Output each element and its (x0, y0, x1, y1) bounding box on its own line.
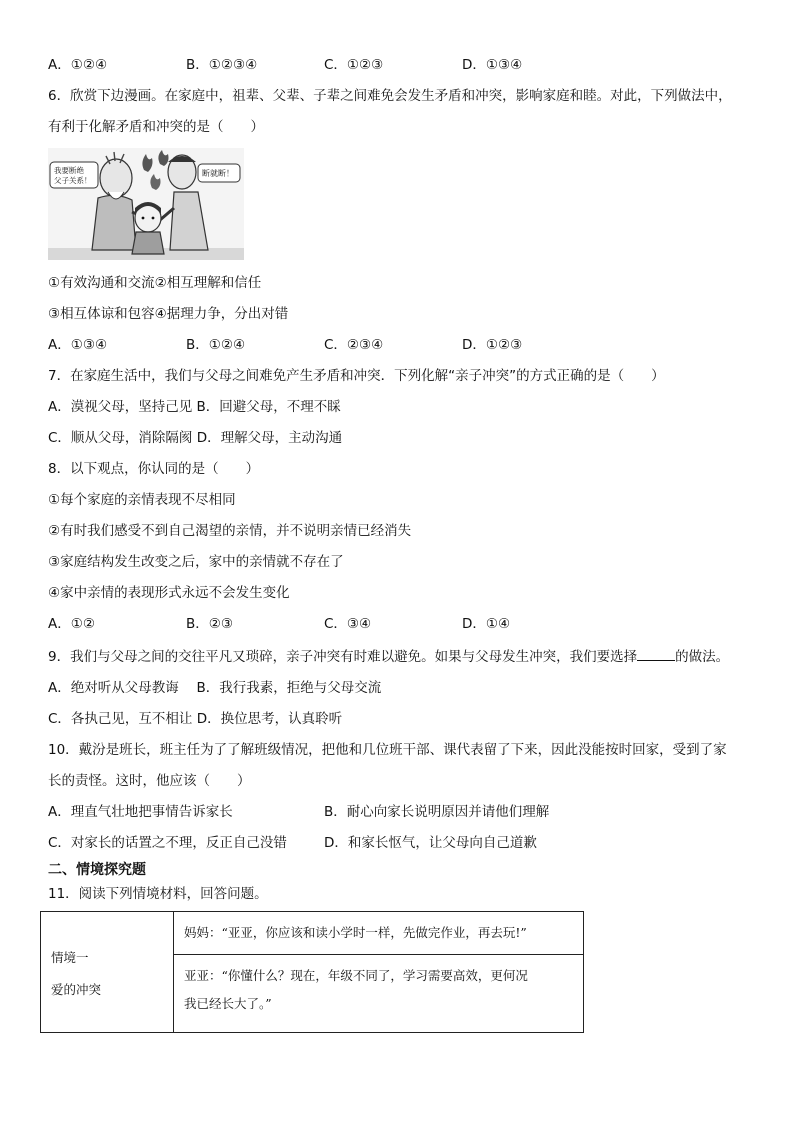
q11-stem: 11．阅读下列情境材料，回答问题。 (48, 886, 268, 902)
q10-option-c: C．对家长的话置之不理，反正自己没错 (48, 835, 287, 851)
q10-option-a: A．理直气壮地把事情告诉家长 (48, 804, 233, 820)
q10-option-b: B．耐心向家长说明原因并请他们理解 (324, 804, 550, 820)
q6-option-b: B．①②④ (186, 337, 246, 353)
q8-item-4: ④家中亲情的表现形式永远不会发生变化 (48, 585, 290, 601)
q10-stem-line1: 10．戴汾是班长，班主任为了了解班级情况，把他和几位班干部、课代表留了下来，因此没能按时回家，受到了家 (48, 742, 727, 758)
q8-option-b: B．②③ (186, 616, 233, 632)
bubble-left-line1: 我要断绝 (54, 166, 84, 175)
yaya-dialogue-line2: 我已经长大了。” (184, 996, 272, 1011)
q8-option-d: D．①④ (462, 616, 511, 632)
q6-option-c: C．②③④ (324, 337, 384, 353)
q9-options-cd: C．各执己见，互不相让 D．换位思考，认真聆听 (48, 711, 343, 727)
family-conflict-comic (48, 148, 244, 260)
mom-dialogue: 妈妈：“亚亚，你应该和读小学时一样，先做完作业，再去玩!” (184, 925, 527, 940)
situation-label-line1: 情境一 (51, 950, 89, 965)
q7-options-ab: A．漠视父母，坚持己见 B．回避父母，不理不睬 (48, 399, 341, 415)
bubble-left-line2: 父子关系！ (54, 176, 92, 185)
q5-option-c: C．①②③ (324, 57, 384, 73)
q6-option-a: A．①③④ (48, 337, 108, 353)
q5-option-d: D．①③④ (462, 57, 523, 73)
q8-item-3: ③家庭结构发生改变之后，家中的亲情就不存在了 (48, 554, 344, 570)
q7-options-cd: C．顺从父母，消除隔阂 D．理解父母，主动沟通 (48, 430, 343, 446)
q5-option-b: B．①②③④ (186, 57, 258, 73)
yaya-dialogue-cell (174, 955, 583, 1032)
q10-option-d: D．和家长怄气，让父母向自己道歉 (324, 835, 537, 851)
situation-table (40, 911, 584, 1033)
q8-stem: 8．以下观点，你认同的是（ ） (48, 461, 260, 477)
q9-stem (48, 647, 729, 667)
q6-items-line1: ①有效沟通和交流②相互理解和信任 (48, 275, 262, 291)
situation-label-line2: 爱的冲突 (51, 982, 102, 997)
mom-dialogue-cell (174, 912, 583, 955)
q8-item-1: ①每个家庭的亲情表现不尽相同 (48, 492, 236, 508)
section-heading: 二、情境探究题 (48, 862, 146, 878)
q8-option-c: C．③④ (324, 616, 372, 632)
situation-label-cell (41, 912, 174, 1032)
q9-stem-before: 9．我们与父母之间的交往平凡又琐碎，亲子冲突有时难以避免。如果与父母发生冲突，我们要选择 (48, 649, 638, 665)
q6-stem-line2: 有利于化解矛盾和冲突的是（ ） (48, 119, 264, 135)
q5-option-a: A．①②④ (48, 57, 108, 73)
q8-option-a: A．①② (48, 616, 95, 632)
q6-option-d: D．①②③ (462, 337, 523, 353)
q8-item-2: ②有时我们感受不到自己渴望的亲情，并不说明亲情已经消失 (48, 523, 412, 539)
q10-stem-line2: 长的责怪。这时，他应该（ ） (48, 773, 251, 789)
q6-stem-line1: 6．欣赏下边漫画。在家庭中，祖辈、父辈、子辈之间难免会发生矛盾和冲突，影响家庭和睦。对此，下列做法中， (48, 88, 732, 104)
q9-options-ab: A．绝对听从父母教诲 B．我行我素，拒绝与父母交流 (48, 680, 382, 696)
q9-stem-after: 的做法。 (675, 649, 730, 665)
bubble-right: 断就断！ (202, 169, 234, 178)
q7-stem: 7．在家庭生活中，我们与父母之间难免产生矛盾和冲突．下列化解“亲子冲突”的方式正确的是（ ） (48, 368, 665, 384)
answer-blank (637, 647, 675, 661)
yaya-dialogue-line1: 亚亚：“你懂什么？现在，年级不同了，学习需要高效，更何况 (184, 968, 528, 983)
q6-items-line2: ③相互体谅和包容④据理力争，分出对错 (48, 306, 289, 322)
